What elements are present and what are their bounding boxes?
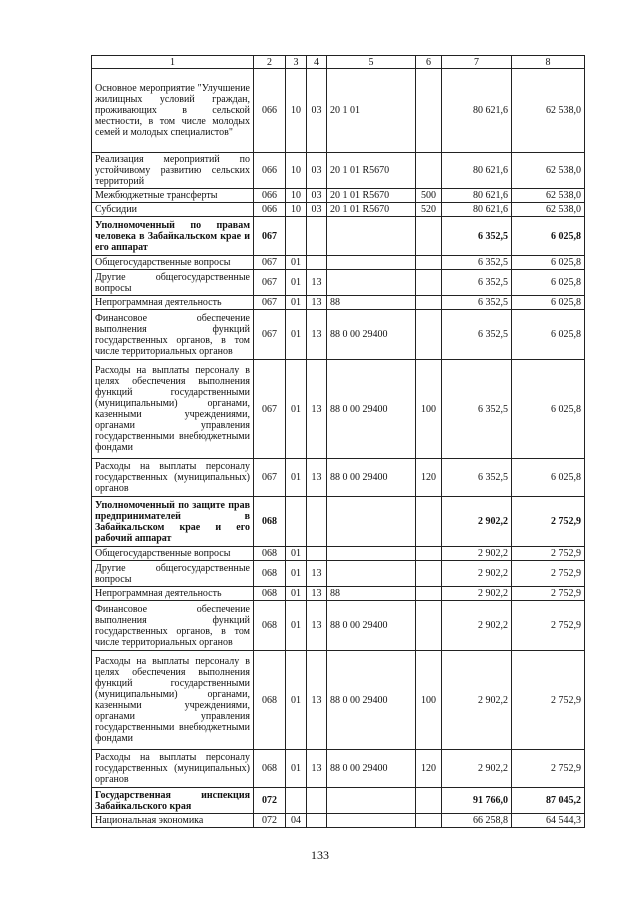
amount-year2-cell: 6 025,8 bbox=[512, 217, 585, 256]
expense-type-cell: 520 bbox=[416, 203, 442, 217]
section-cell bbox=[286, 788, 307, 814]
amount-year1-cell: 6 352,5 bbox=[442, 256, 512, 270]
amount-year2-cell: 6 025,8 bbox=[512, 256, 585, 270]
subsection-cell: 13 bbox=[307, 459, 327, 497]
target-article-cell: 88 0 00 29400 bbox=[327, 360, 416, 459]
target-article-cell bbox=[327, 270, 416, 296]
target-article-cell bbox=[327, 547, 416, 561]
expense-type-cell bbox=[416, 497, 442, 547]
expense-type-cell bbox=[416, 814, 442, 828]
expense-type-cell bbox=[416, 270, 442, 296]
section-cell: 01 bbox=[286, 459, 307, 497]
amount-year2-cell: 2 752,9 bbox=[512, 587, 585, 601]
code-cell: 066 bbox=[254, 153, 286, 189]
amount-year1-cell: 2 902,2 bbox=[442, 750, 512, 788]
table-row bbox=[92, 69, 585, 153]
section-cell bbox=[286, 217, 307, 256]
table-row bbox=[92, 788, 585, 814]
amount-year1-cell: 80 621,6 bbox=[442, 203, 512, 217]
amount-year1-cell: 2 902,2 bbox=[442, 601, 512, 651]
target-article-cell: 20 1 01 R5670 bbox=[327, 189, 416, 203]
subsection-cell bbox=[307, 217, 327, 256]
amount-year1-cell: 6 352,5 bbox=[442, 459, 512, 497]
table-row bbox=[92, 203, 585, 217]
code-cell: 068 bbox=[254, 497, 286, 547]
section-cell: 01 bbox=[286, 296, 307, 310]
target-article-cell: 88 0 00 29400 bbox=[327, 459, 416, 497]
budget-table bbox=[91, 55, 585, 828]
description-cell: Финансовое обеспечение выполнения функций государственных органов, в том числе территориальных органов bbox=[92, 310, 254, 360]
table-row bbox=[92, 310, 585, 360]
section-cell: 01 bbox=[286, 651, 307, 750]
code-cell: 067 bbox=[254, 360, 286, 459]
code-cell: 067 bbox=[254, 296, 286, 310]
code-cell: 068 bbox=[254, 561, 286, 587]
subsection-cell: 13 bbox=[307, 310, 327, 360]
amount-year1-cell: 91 766,0 bbox=[442, 788, 512, 814]
page-number: 133 bbox=[311, 848, 329, 862]
subsection-cell: 03 bbox=[307, 153, 327, 189]
code-cell: 067 bbox=[254, 256, 286, 270]
amount-year1-cell: 2 902,2 bbox=[442, 651, 512, 750]
section-cell: 01 bbox=[286, 256, 307, 270]
code-cell: 072 bbox=[254, 788, 286, 814]
description-cell: Непрограммная деятельность bbox=[92, 587, 254, 601]
amount-year2-cell: 2 752,9 bbox=[512, 601, 585, 651]
header-cell-6: 6 bbox=[416, 56, 442, 69]
expense-type-cell bbox=[416, 788, 442, 814]
description-cell: Расходы на выплаты персоналу в целях обеспечения выполнения функций государственными (муниципальными) органами, казенными учреждениями, органами управления государственными внебюджетными фондами bbox=[92, 360, 254, 459]
table-row bbox=[92, 750, 585, 788]
table-row bbox=[92, 587, 585, 601]
description-cell: Общегосударственные вопросы bbox=[92, 256, 254, 270]
expense-type-cell bbox=[416, 296, 442, 310]
expense-type-cell: 120 bbox=[416, 750, 442, 788]
table-row bbox=[92, 296, 585, 310]
table-body bbox=[92, 56, 585, 828]
subsection-cell bbox=[307, 497, 327, 547]
code-cell: 072 bbox=[254, 814, 286, 828]
code-cell: 068 bbox=[254, 547, 286, 561]
amount-year2-cell: 87 045,2 bbox=[512, 788, 585, 814]
subsection-cell: 03 bbox=[307, 203, 327, 217]
code-cell: 066 bbox=[254, 189, 286, 203]
subsection-cell: 13 bbox=[307, 360, 327, 459]
subsection-cell: 13 bbox=[307, 296, 327, 310]
amount-year2-cell: 62 538,0 bbox=[512, 189, 585, 203]
amount-year2-cell: 2 752,9 bbox=[512, 561, 585, 587]
code-cell: 066 bbox=[254, 69, 286, 153]
expense-type-cell: 120 bbox=[416, 459, 442, 497]
header-cell-5: 5 bbox=[327, 56, 416, 69]
section-cell: 01 bbox=[286, 587, 307, 601]
amount-year1-cell: 2 902,2 bbox=[442, 561, 512, 587]
description-cell: Реализация мероприятий по устойчивому развитию сельских территорий bbox=[92, 153, 254, 189]
description-cell: Общегосударственные вопросы bbox=[92, 547, 254, 561]
section-cell bbox=[286, 497, 307, 547]
expense-type-cell bbox=[416, 547, 442, 561]
subsection-cell: 03 bbox=[307, 189, 327, 203]
target-article-cell bbox=[327, 256, 416, 270]
amount-year1-cell: 6 352,5 bbox=[442, 217, 512, 256]
section-cell: 01 bbox=[286, 360, 307, 459]
expense-type-cell: 500 bbox=[416, 189, 442, 203]
table-row bbox=[92, 217, 585, 256]
subsection-cell bbox=[307, 256, 327, 270]
header-cell-1: 1 bbox=[92, 56, 254, 69]
table-row bbox=[92, 651, 585, 750]
amount-year2-cell: 6 025,8 bbox=[512, 360, 585, 459]
table-row bbox=[92, 153, 585, 189]
description-cell: Субсидии bbox=[92, 203, 254, 217]
section-cell: 01 bbox=[286, 270, 307, 296]
description-cell: Непрограммная деятельность bbox=[92, 296, 254, 310]
subsection-cell: 03 bbox=[307, 69, 327, 153]
expense-type-cell bbox=[416, 561, 442, 587]
table-row bbox=[92, 814, 585, 828]
section-cell: 10 bbox=[286, 189, 307, 203]
header-cell-3: 3 bbox=[286, 56, 307, 69]
description-cell: Уполномоченный по правам человека в Забайкальском крае и его аппарат bbox=[92, 217, 254, 256]
amount-year2-cell: 62 538,0 bbox=[512, 69, 585, 153]
description-cell: Уполномоченный по защите прав предпринимателей в Забайкальском крае и его рабочий аппарат bbox=[92, 497, 254, 547]
amount-year2-cell: 62 538,0 bbox=[512, 203, 585, 217]
code-cell: 067 bbox=[254, 459, 286, 497]
table-row bbox=[92, 459, 585, 497]
target-article-cell: 88 0 00 29400 bbox=[327, 750, 416, 788]
subsection-cell: 13 bbox=[307, 561, 327, 587]
code-cell: 068 bbox=[254, 651, 286, 750]
description-cell: Расходы на выплаты персоналу в целях обеспечения выполнения функций государственными (муниципальными) органами, казенными учреждениями, органами управления государственными внебюджетными фондами bbox=[92, 651, 254, 750]
amount-year1-cell: 80 621,6 bbox=[442, 69, 512, 153]
amount-year1-cell: 80 621,6 bbox=[442, 153, 512, 189]
description-cell: Национальная экономика bbox=[92, 814, 254, 828]
subsection-cell bbox=[307, 788, 327, 814]
amount-year2-cell: 6 025,8 bbox=[512, 296, 585, 310]
amount-year2-cell: 2 752,9 bbox=[512, 547, 585, 561]
section-cell: 01 bbox=[286, 750, 307, 788]
amount-year1-cell: 2 902,2 bbox=[442, 547, 512, 561]
target-article-cell: 20 1 01 bbox=[327, 69, 416, 153]
code-cell: 067 bbox=[254, 217, 286, 256]
amount-year1-cell: 6 352,5 bbox=[442, 296, 512, 310]
amount-year1-cell: 6 352,5 bbox=[442, 270, 512, 296]
expense-type-cell bbox=[416, 217, 442, 256]
section-cell: 04 bbox=[286, 814, 307, 828]
table-row bbox=[92, 547, 585, 561]
subsection-cell: 13 bbox=[307, 587, 327, 601]
table-row bbox=[92, 256, 585, 270]
description-cell: Государственная инспекция Забайкальского края bbox=[92, 788, 254, 814]
header-cell-7: 7 bbox=[442, 56, 512, 69]
target-article-cell: 20 1 01 R5670 bbox=[327, 153, 416, 189]
amount-year2-cell: 6 025,8 bbox=[512, 270, 585, 296]
target-article-cell: 88 0 00 29400 bbox=[327, 310, 416, 360]
description-cell: Другие общегосударственные вопросы bbox=[92, 270, 254, 296]
code-cell: 066 bbox=[254, 203, 286, 217]
subsection-cell: 13 bbox=[307, 750, 327, 788]
table-row bbox=[92, 497, 585, 547]
target-article-cell: 88 bbox=[327, 296, 416, 310]
description-cell: Другие общегосударственные вопросы bbox=[92, 561, 254, 587]
expense-type-cell bbox=[416, 587, 442, 601]
header-cell-2: 2 bbox=[254, 56, 286, 69]
section-cell: 01 bbox=[286, 601, 307, 651]
section-cell: 01 bbox=[286, 561, 307, 587]
expense-type-cell bbox=[416, 601, 442, 651]
description-cell: Основное мероприятие "Улучшение жилищных условий граждан, проживающих в сельской местности, в том числе молодых семей и молодых специалистов" bbox=[92, 69, 254, 153]
description-cell: Межбюджетные трансферты bbox=[92, 189, 254, 203]
section-cell: 01 bbox=[286, 547, 307, 561]
expense-type-cell bbox=[416, 153, 442, 189]
code-cell: 067 bbox=[254, 310, 286, 360]
amount-year2-cell: 6 025,8 bbox=[512, 310, 585, 360]
header-cell-8: 8 bbox=[512, 56, 585, 69]
table-row bbox=[92, 270, 585, 296]
expense-type-cell: 100 bbox=[416, 360, 442, 459]
target-article-cell bbox=[327, 788, 416, 814]
target-article-cell bbox=[327, 561, 416, 587]
description-cell: Расходы на выплаты персоналу государственных (муниципальных) органов bbox=[92, 750, 254, 788]
target-article-cell bbox=[327, 217, 416, 256]
expense-type-cell bbox=[416, 256, 442, 270]
section-cell: 10 bbox=[286, 153, 307, 189]
code-cell: 067 bbox=[254, 270, 286, 296]
amount-year1-cell: 80 621,6 bbox=[442, 189, 512, 203]
subsection-cell: 13 bbox=[307, 651, 327, 750]
amount-year2-cell: 2 752,9 bbox=[512, 750, 585, 788]
table-row bbox=[92, 561, 585, 587]
amount-year1-cell: 66 258,8 bbox=[442, 814, 512, 828]
table-row bbox=[92, 360, 585, 459]
amount-year2-cell: 64 544,3 bbox=[512, 814, 585, 828]
amount-year2-cell: 62 538,0 bbox=[512, 153, 585, 189]
header-cell-4: 4 bbox=[307, 56, 327, 69]
amount-year1-cell: 2 902,2 bbox=[442, 587, 512, 601]
target-article-cell: 20 1 01 R5670 bbox=[327, 203, 416, 217]
code-cell: 068 bbox=[254, 601, 286, 651]
description-cell: Финансовое обеспечение выполнения функций государственных органов, в том числе территориальных органов bbox=[92, 601, 254, 651]
target-article-cell bbox=[327, 814, 416, 828]
subsection-cell bbox=[307, 547, 327, 561]
table-row bbox=[92, 189, 585, 203]
description-cell: Расходы на выплаты персоналу государственных (муниципальных) органов bbox=[92, 459, 254, 497]
code-cell: 068 bbox=[254, 587, 286, 601]
expense-type-cell bbox=[416, 310, 442, 360]
section-cell: 01 bbox=[286, 310, 307, 360]
section-cell: 10 bbox=[286, 69, 307, 153]
target-article-cell: 88 0 00 29400 bbox=[327, 601, 416, 651]
subsection-cell: 13 bbox=[307, 601, 327, 651]
subsection-cell: 13 bbox=[307, 270, 327, 296]
code-cell: 068 bbox=[254, 750, 286, 788]
amount-year2-cell: 2 752,9 bbox=[512, 651, 585, 750]
expense-type-cell bbox=[416, 69, 442, 153]
amount-year1-cell: 6 352,5 bbox=[442, 360, 512, 459]
amount-year2-cell: 6 025,8 bbox=[512, 459, 585, 497]
target-article-cell: 88 0 00 29400 bbox=[327, 651, 416, 750]
amount-year1-cell: 2 902,2 bbox=[442, 497, 512, 547]
expense-type-cell: 100 bbox=[416, 651, 442, 750]
table-header-row bbox=[92, 56, 585, 69]
target-article-cell bbox=[327, 497, 416, 547]
amount-year2-cell: 2 752,9 bbox=[512, 497, 585, 547]
table-row bbox=[92, 601, 585, 651]
subsection-cell bbox=[307, 814, 327, 828]
section-cell: 10 bbox=[286, 203, 307, 217]
amount-year1-cell: 6 352,5 bbox=[442, 310, 512, 360]
target-article-cell: 88 bbox=[327, 587, 416, 601]
